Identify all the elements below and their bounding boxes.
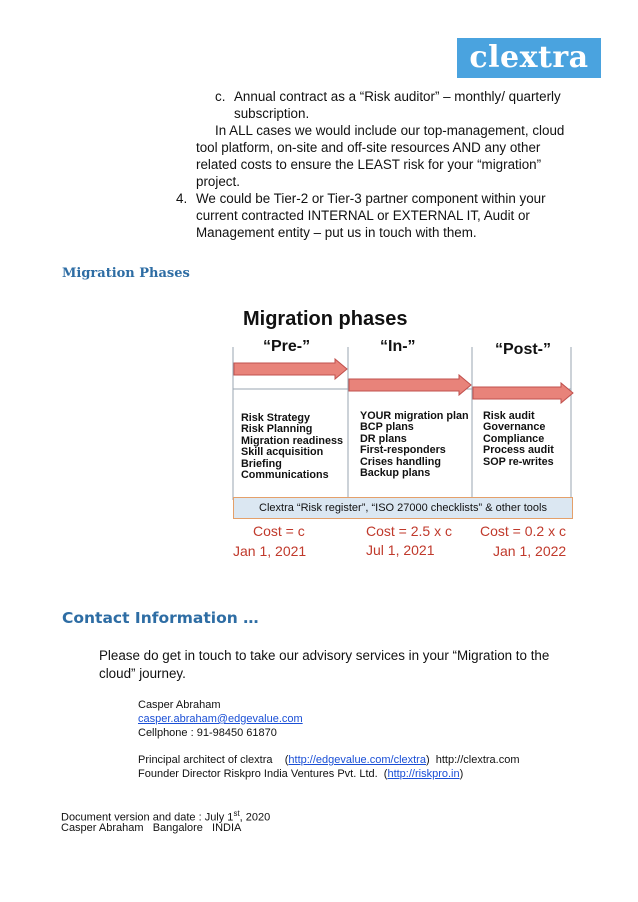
section-heading-contact: Contact Information … bbox=[62, 609, 259, 627]
version-sup: st bbox=[233, 809, 240, 818]
role2-text: Founder Director Riskpro India Ventures Pvt. Ltd. bbox=[138, 768, 378, 780]
list-item-c-line1: Annual contract as a “Risk auditor” – monthly/ quarterly bbox=[234, 89, 561, 104]
phase-date-in: Jul 1, 2021 bbox=[366, 542, 435, 558]
phase-item: DR plans bbox=[360, 432, 407, 445]
phase-item: Risk Strategy bbox=[241, 412, 311, 424]
riskpro-link[interactable]: http://riskpro.in bbox=[387, 768, 460, 780]
phase-item: SOP re-writes bbox=[483, 455, 554, 468]
clextra-logo: clextra bbox=[457, 38, 601, 78]
contact-intro-line2: cloud” journey. bbox=[99, 666, 186, 681]
phase-label-pre: “Pre-” bbox=[263, 338, 311, 355]
phase-list-pre bbox=[241, 413, 343, 481]
phase-item: Skill acquisition bbox=[241, 446, 324, 459]
paragraph-line-1: In ALL cases we would include our top-management, cloud bbox=[215, 123, 565, 138]
role1-text: Principal architect of clextra bbox=[138, 754, 273, 766]
paragraph-line-4: project. bbox=[196, 174, 240, 189]
version-text: Document version and date : July 1 bbox=[61, 811, 234, 824]
list-item-4-line1: We could be Tier-2 or Tier-3 partner component within your bbox=[196, 191, 546, 206]
phase-cost-in: Cost = 2.5 x c bbox=[366, 523, 452, 539]
contact-role1: Principal architect of clextra (http://edgevalue.com/clextra) http://clextra.com bbox=[138, 754, 520, 766]
edgevalue-clextra-link[interactable]: http://edgevalue.com/clextra bbox=[288, 754, 426, 766]
paragraph-line-2: tool platform, on-site and off-site resources AND any other bbox=[196, 140, 541, 155]
author-location: Casper Abraham Bangalore INDIA bbox=[61, 822, 242, 834]
phase-date-pre: Jan 1, 2021 bbox=[233, 543, 307, 559]
phase-item: BCP plans bbox=[360, 421, 414, 434]
phase-item: First-responders bbox=[360, 444, 446, 457]
arrow-post bbox=[473, 383, 573, 403]
list-item-4-line2: current contracted INTERNAL or EXTERNAL IT, Audit or bbox=[196, 208, 530, 223]
phase-item: Briefing bbox=[241, 457, 282, 470]
arrow-pre bbox=[234, 359, 347, 379]
tools-bar: Clextra “Risk register”, “ISO 27000 checklists” & other tools bbox=[233, 497, 573, 519]
phase-list-post bbox=[483, 411, 554, 468]
paragraph-line-3: related costs to ensure the LEAST risk for your “migration” bbox=[196, 157, 542, 172]
version-year: , 2020 bbox=[239, 811, 271, 824]
phase-list-in bbox=[360, 411, 469, 479]
list-item-4-line3: Management entity – put us in touch with them. bbox=[196, 225, 477, 240]
section-heading-migration-phases: Migration Phases bbox=[62, 266, 190, 281]
migration-phases-figure bbox=[225, 305, 580, 565]
phase-item: Communications bbox=[241, 469, 329, 482]
phase-label-in: “In-” bbox=[380, 338, 416, 355]
contact-email-link[interactable]: casper.abraham@edgevalue.com bbox=[138, 713, 303, 725]
clextra-url: http://clextra.com bbox=[435, 754, 520, 766]
contact-intro-line1: Please do get in touch to take our advisory services in your “Migration to the bbox=[99, 648, 550, 663]
phase-item: Migration readiness bbox=[241, 434, 343, 447]
phase-item: YOUR migration plan bbox=[360, 410, 469, 422]
list-item-4-marker: 4. bbox=[176, 191, 188, 206]
phase-item: Backup plans bbox=[360, 467, 431, 480]
phase-item: Risk Planning bbox=[241, 423, 313, 436]
phase-item: Governance bbox=[483, 421, 546, 434]
phase-label-post: “Post-” bbox=[495, 341, 551, 358]
contact-role2: Founder Director Riskpro India Ventures Pvt. Ltd. (http://riskpro.in) bbox=[138, 768, 464, 780]
figure-title: Migration phases bbox=[243, 308, 408, 330]
phase-item: Crises handling bbox=[360, 455, 441, 468]
contact-phone: Cellphone : 91-98450 61870 bbox=[138, 727, 277, 739]
phase-cost-pre: Cost = c bbox=[253, 523, 305, 539]
phase-date-post: Jan 1, 2022 bbox=[493, 543, 567, 559]
list-item-c-line2: subscription. bbox=[234, 106, 310, 121]
phase-item: Risk audit bbox=[483, 410, 535, 422]
contact-name: Casper Abraham bbox=[138, 699, 221, 711]
arrow-in bbox=[349, 375, 471, 395]
list-item-c-marker: c. bbox=[215, 89, 226, 104]
phase-item: Process audit bbox=[483, 444, 554, 457]
phase-cost-post: Cost = 0.2 x c bbox=[480, 523, 566, 539]
phase-item: Compliance bbox=[483, 432, 545, 445]
